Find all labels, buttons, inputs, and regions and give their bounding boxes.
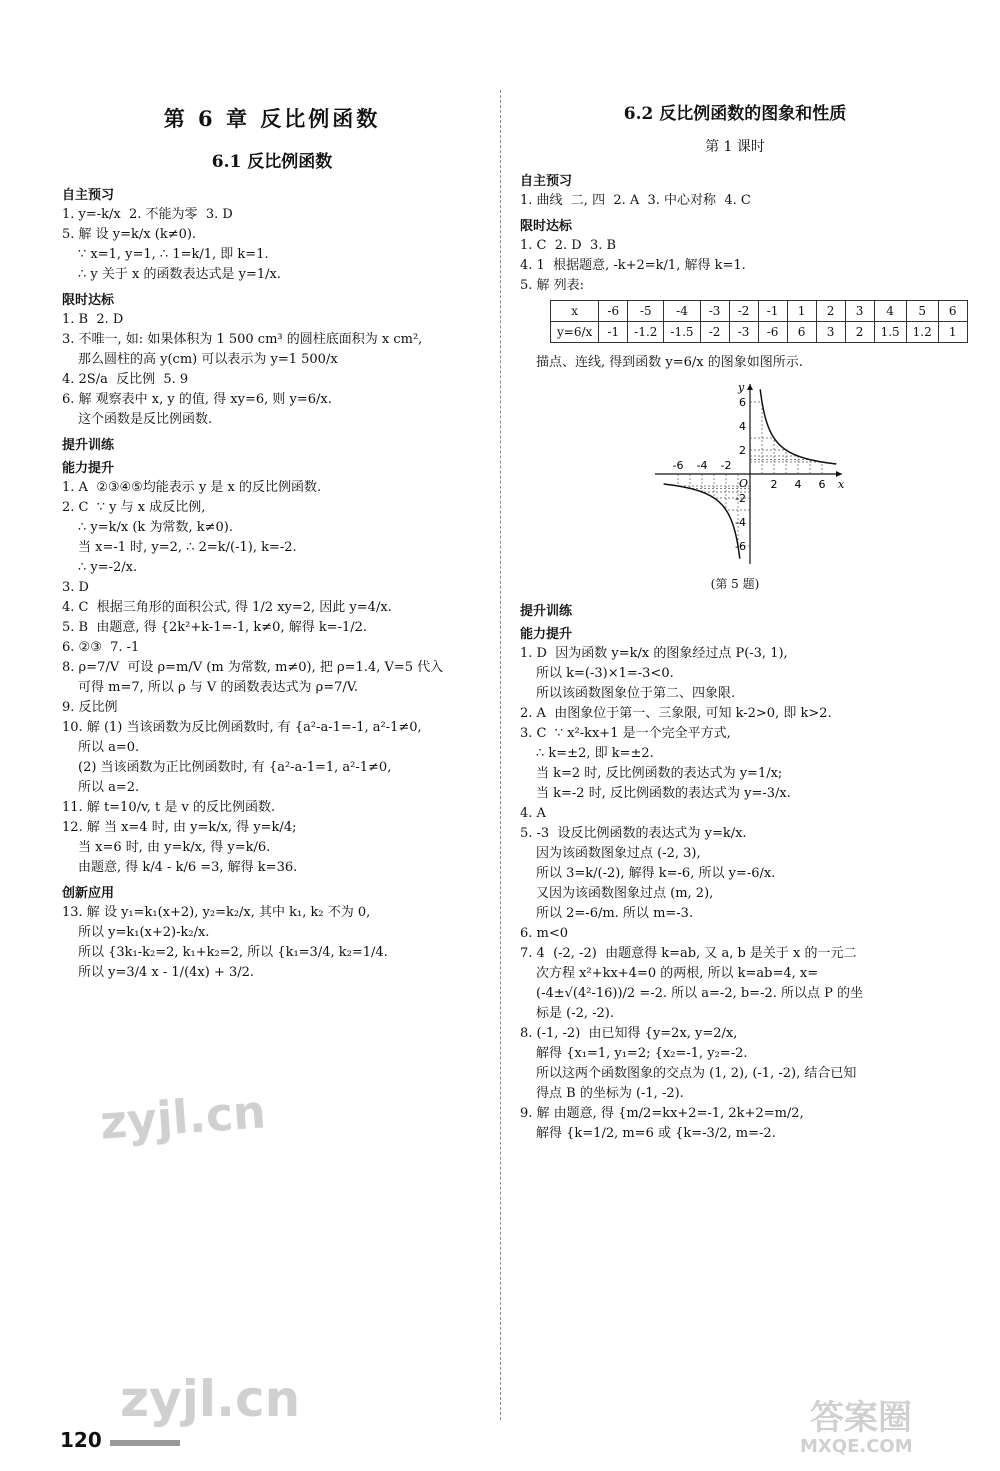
page-number-bar bbox=[110, 1440, 180, 1446]
answer-line: 6. m<0 bbox=[520, 926, 569, 941]
x-tick-label: -2 bbox=[720, 459, 732, 472]
table-cell-y: -3 bbox=[729, 322, 758, 343]
table-cell-x: 5 bbox=[906, 301, 938, 322]
chapter-title: 第 6 章 反比例函数 bbox=[163, 106, 381, 131]
right-column bbox=[520, 95, 957, 1144]
table-cell-x: -6 bbox=[599, 301, 628, 322]
table-cell-x: -4 bbox=[664, 301, 700, 322]
answer-line: 所以 3=k/(-2), 解得 k=-6, 所以 y=-6/x. bbox=[536, 866, 776, 881]
section-heading: 限时达标 bbox=[520, 219, 573, 234]
answer-line: (2) 当该函数为正比例函数时, 有 {a²-a-1=1, a²-1≠0, bbox=[78, 760, 392, 775]
section-title-6-1: 6.1 反比例函数 bbox=[211, 152, 333, 172]
table-cell-y: -6 bbox=[758, 322, 787, 343]
table-cell-y: 6 bbox=[787, 322, 816, 343]
section-heading: 自主预习 bbox=[62, 188, 115, 203]
answer-line: 1. A ②③④⑤均能表示 y 是 x 的反比例函数. bbox=[62, 480, 322, 495]
x-axis-label: x bbox=[838, 478, 845, 491]
answer-line: 8. ρ=7/V 可设 ρ=m/V (m 为常数, m≠0), 把 ρ=1.4, V=5 代入 bbox=[62, 660, 444, 675]
table-cell-y: 3 bbox=[816, 322, 845, 343]
watermark: zyjl.cn bbox=[98, 1084, 268, 1150]
x-tick-label: 4 bbox=[794, 478, 802, 491]
y-axis-arrow bbox=[747, 384, 753, 390]
answer-line: 7. 4 (-2, -2) 由题意得 k=ab, 又 a, b 是关于 x 的一元二 bbox=[520, 946, 857, 961]
hyperbola-branch-q3 bbox=[664, 484, 740, 559]
answer-line: 10. 解 (1) 当该函数为反比例函数时, 有 {a²-a-1=-1, a²-1≠0, bbox=[62, 720, 422, 735]
watermark: MXQE.COM bbox=[800, 1436, 913, 1457]
column-divider bbox=[500, 90, 501, 1420]
answer-line: 1. B 2. D bbox=[62, 312, 124, 327]
answer-line: ∴ y=-2/x. bbox=[78, 560, 138, 575]
answer-line: 6. ②③ 7. -1 bbox=[62, 640, 140, 655]
left-answer-list bbox=[62, 184, 482, 983]
table-cell-x: -2 bbox=[729, 301, 758, 322]
graph-svg bbox=[650, 379, 850, 569]
answer-line: 4. 2S/a 反比例 5. 9 bbox=[62, 372, 189, 387]
table-cell-y: -2 bbox=[700, 322, 729, 343]
answer-line: 所以 y=3/4 x - 1/(4x) + 3/2. bbox=[78, 965, 255, 980]
x-tick-label: -6 bbox=[672, 459, 684, 472]
table-row-y bbox=[551, 322, 968, 343]
answer-line: 所以 {3k₁-k₂=2, k₁+k₂=2, 所以 {k₁=3/4, k₂=1/4. bbox=[78, 945, 388, 960]
answer-line: 所以 2=-6/m. 所以 m=-3. bbox=[536, 906, 694, 921]
table-cell-y: 1.2 bbox=[906, 322, 938, 343]
answer-line: (-4±√(4²-16))/2 =-2. 所以 a=-2, b=-2. 所以点 P 的坐 bbox=[536, 986, 864, 1001]
answer-line: 5. 解 列表: bbox=[520, 278, 585, 293]
hyperbola-branch-q1 bbox=[760, 389, 836, 464]
answer-line: 3. C ∵ x²-kx+1 是一个完全平方式, bbox=[520, 726, 731, 741]
answer-line: 1. y=-k/x 2. 不能为零 3. D bbox=[62, 207, 233, 222]
origin-label: O bbox=[739, 477, 749, 490]
after-table-text: 描点、连线, 得到函数 y=6/x 的图象如图所示. bbox=[536, 355, 803, 370]
answer-line: 2. C ∵ y 与 x 成反比例, bbox=[62, 500, 206, 515]
answer-line: 当 x=6 时, 由 y=k/x, 得 y=k/6. bbox=[78, 840, 271, 855]
section-heading: 能力提升 bbox=[520, 627, 573, 642]
section-heading: 自主预习 bbox=[520, 174, 573, 189]
table-cell-y: -1.2 bbox=[628, 322, 664, 343]
answer-line: 标是 (-2, -2). bbox=[536, 1006, 615, 1021]
table-cell-x: 2 bbox=[816, 301, 845, 322]
right-answer-list-bottom bbox=[520, 600, 950, 1144]
answer-line: 所以 k=(-3)×1=-3<0. bbox=[536, 666, 674, 681]
table-cell-x: -3 bbox=[700, 301, 729, 322]
x-axis-arrow bbox=[836, 471, 842, 477]
left-column bbox=[62, 95, 482, 983]
answer-line: 当 k=-2 时, 反比例函数的表达式为 y=-3/x. bbox=[536, 786, 791, 801]
answer-line: 4. C 根据三角形的面积公式, 得 1/2 xy=2, 因此 y=4/x. bbox=[62, 600, 392, 615]
y-tick-label: -2 bbox=[735, 492, 746, 505]
answer-line: 所以这两个函数图象的交点为 (1, 2), (-1, -2), 结合已知 bbox=[536, 1066, 857, 1081]
x-tick-label: 6 bbox=[818, 478, 826, 491]
table-cell-y: -1.5 bbox=[664, 322, 700, 343]
answer-line: 4. A bbox=[520, 806, 546, 821]
y-tick-label: 4 bbox=[739, 420, 746, 433]
answer-line: 因为该函数图象过点 (-2, 3), bbox=[536, 846, 701, 861]
section-heading: 提升训练 bbox=[520, 604, 573, 619]
table-cell-x: 3 bbox=[845, 301, 874, 322]
answer-line: 所以 y=k₁(x+2)-k₂/x. bbox=[78, 925, 210, 940]
answer-line: 可得 m=7, 所以 ρ 与 V 的函数表达式为 ρ=7/V. bbox=[78, 680, 359, 695]
answer-line: 6. 解 观察表中 x, y 的值, 得 xy=6, 则 y=6/x. bbox=[62, 392, 332, 407]
answer-line: 这个函数是反比例函数. bbox=[78, 412, 213, 427]
answer-line: 5. 解 设 y=k/x (k≠0). bbox=[62, 227, 197, 242]
table-row-label: y=6/x bbox=[551, 322, 599, 343]
value-table bbox=[550, 300, 968, 343]
table-cell-y: 1.5 bbox=[874, 322, 906, 343]
table-cell-x: 6 bbox=[938, 301, 967, 322]
answer-line: 所以 a=2. bbox=[78, 780, 140, 795]
answer-line: 2. A 由图象位于第一、三象限, 可知 k-2>0, 即 k>2. bbox=[520, 706, 832, 721]
answer-line: 又因为该函数图象过点 (m, 2), bbox=[536, 886, 714, 901]
table-cell-y: -1 bbox=[599, 322, 628, 343]
answer-line: 5. -3 设反比例函数的表达式为 y=k/x. bbox=[520, 826, 747, 841]
section-heading: 创新应用 bbox=[62, 886, 115, 901]
table-cell-x: -5 bbox=[628, 301, 664, 322]
x-tick-label: -4 bbox=[696, 459, 708, 472]
answer-line: 解得 {k=1/2, m=6 或 {k=-3/2, m=-2. bbox=[536, 1126, 776, 1141]
table-row-label: x bbox=[551, 301, 599, 322]
watermark: zyjl.cn bbox=[120, 1370, 301, 1428]
table-cell-y: 2 bbox=[845, 322, 874, 343]
table-cell-x: 1 bbox=[787, 301, 816, 322]
graph-caption: (第 5 题) bbox=[710, 577, 760, 591]
answer-line: 所以该函数图象位于第二、四象限. bbox=[536, 686, 736, 701]
answer-line: 1. 曲线 二, 四 2. A 3. 中心对称 4. C bbox=[520, 193, 751, 208]
x-tick-label: 2 bbox=[770, 478, 778, 491]
table-cell-x: 4 bbox=[874, 301, 906, 322]
watermark: 答案圈 bbox=[810, 1398, 912, 1438]
y-tick-label: -4 bbox=[735, 516, 746, 529]
answer-line: 8. (-1, -2) 由已知得 {y=2x, y=2/x, bbox=[520, 1026, 738, 1041]
answer-line: 由题意, 得 k/4 - k/6 =3, 解得 k=36. bbox=[78, 860, 298, 875]
answer-line: ∴ y=k/x (k 为常数, k≠0). bbox=[78, 520, 233, 535]
answer-line: ∴ k=±2, 即 k=±2. bbox=[536, 746, 654, 761]
section-heading: 能力提升 bbox=[62, 461, 115, 476]
answer-line: 当 x=-1 时, y=2, ∴ 2=k/(-1), k=-2. bbox=[78, 540, 297, 555]
answer-line: 次方程 x²+kx+4=0 的两根, 所以 k=ab=4, x= bbox=[536, 966, 819, 981]
y-tick-label: -6 bbox=[735, 540, 746, 553]
table-cell-x: -1 bbox=[758, 301, 787, 322]
answer-line: 那么圆柱的高 y(cm) 可以表示为 y=1 500/x bbox=[78, 352, 338, 367]
answer-line: 4. 1 根据题意, -k+2=k/1, 解得 k=1. bbox=[520, 258, 746, 273]
answer-line: 解得 {x₁=1, y₁=2; {x₂=-1, y₂=-2. bbox=[536, 1046, 748, 1061]
answer-line: 所以 a=0. bbox=[78, 740, 140, 755]
answer-line: 5. B 由题意, 得 {2k²+k-1=-1, k≠0, 解得 k=-1/2. bbox=[62, 620, 368, 635]
answer-line: 3. D bbox=[62, 580, 89, 595]
answer-line: 9. 反比例 bbox=[62, 700, 118, 715]
section-title-6-2: 6.2 反比例函数的图象和性质 bbox=[623, 104, 847, 124]
section-heading: 提升训练 bbox=[62, 438, 115, 453]
answer-line: ∵ x=1, y=1, ∴ 1=k/1, 即 k=1. bbox=[78, 247, 269, 262]
table-cell-y: 1 bbox=[938, 322, 967, 343]
table-row-x bbox=[551, 301, 968, 322]
answer-line: 9. 解 由题意, 得 {m/2=kx+2=-1, 2k+2=m/2, bbox=[520, 1106, 804, 1121]
right-answer-list-top bbox=[520, 170, 950, 296]
page-number: 120 bbox=[60, 1428, 102, 1452]
answer-line: 12. 解 当 x=4 时, 由 y=k/x, 得 y=k/4; bbox=[62, 820, 297, 835]
answer-line: 1. C 2. D 3. B bbox=[520, 238, 617, 253]
answer-line: ∴ y 关于 x 的函数表达式是 y=1/x. bbox=[78, 267, 281, 282]
answer-line: 当 k=2 时, 反比例函数的表达式为 y=1/x; bbox=[536, 766, 783, 781]
answer-line: 13. 解 设 y₁=k₁(x+2), y₂=k₂/x, 其中 k₁, k₂ 不为 0, bbox=[62, 905, 371, 920]
answer-line: 得点 B 的坐标为 (-1, -2). bbox=[536, 1086, 684, 1101]
y-tick-label: 6 bbox=[739, 396, 746, 409]
y-axis-label: y bbox=[738, 381, 745, 394]
lesson-title: 第 1 课时 bbox=[705, 139, 765, 155]
answer-line: 3. 不唯一, 如: 如果体积为 1 500 cm³ 的圆柱底面积为 x cm², bbox=[62, 332, 423, 347]
y-tick-label: 2 bbox=[739, 444, 746, 457]
hyperbola-graph bbox=[650, 379, 850, 573]
answer-line: 1. D 因为函数 y=k/x 的图象经过点 P(-3, 1), bbox=[520, 646, 788, 661]
answer-line: 11. 解 t=10/v, t 是 v 的反比例函数. bbox=[62, 800, 276, 815]
section-heading: 限时达标 bbox=[62, 293, 115, 308]
